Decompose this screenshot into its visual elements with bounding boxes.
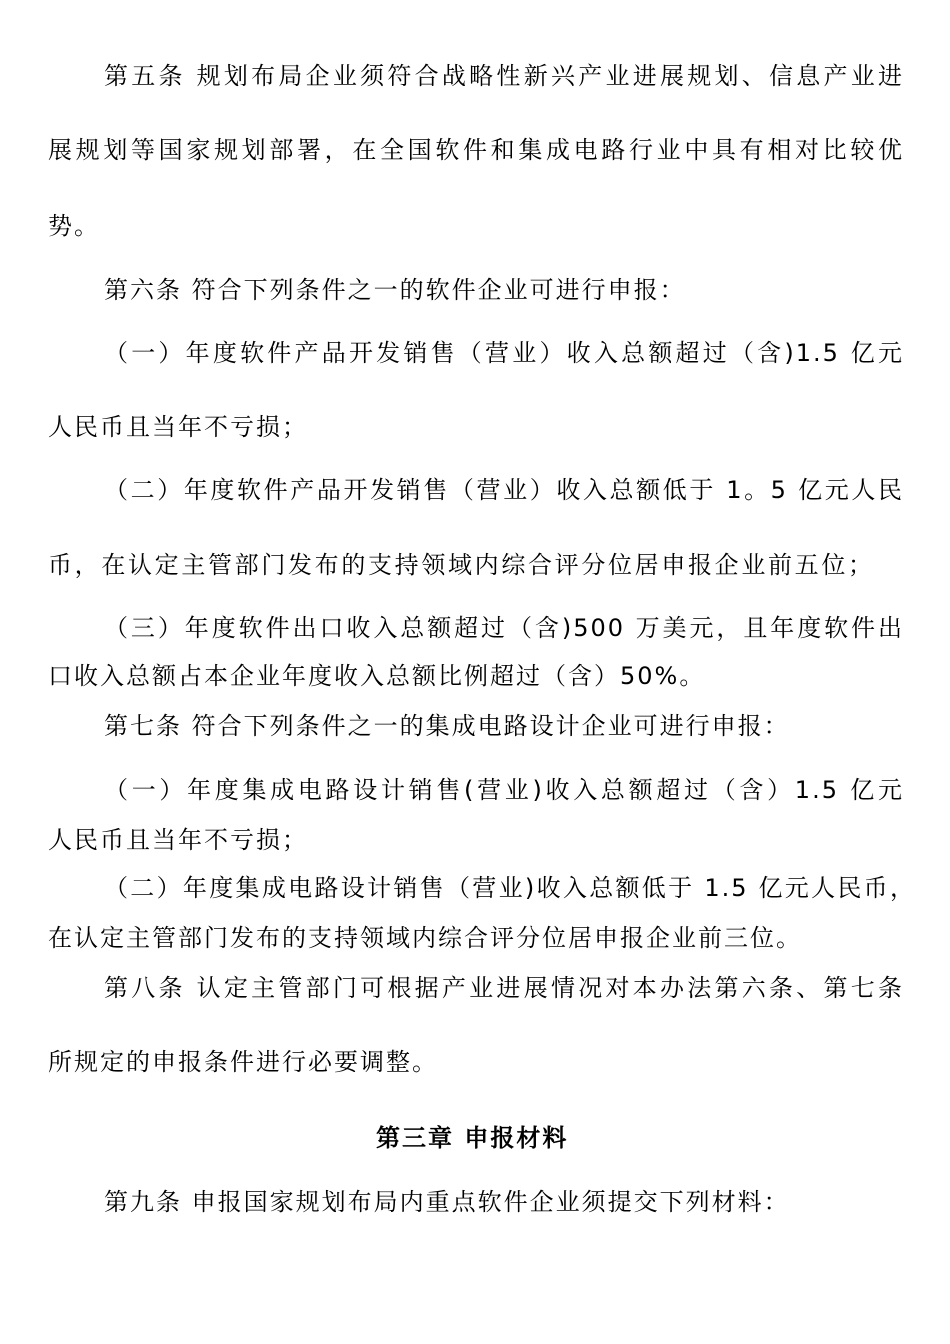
paragraph-line: （一）年度集成电路设计销售(营业)收入总额超过（含）1.5 亿元 <box>104 776 904 804</box>
paragraph-line: 所规定的申报条件进行必要调整。 <box>48 1048 438 1076</box>
paragraph-line: 币，在认定主管部门发布的支持领域内综合评分位居申报企业前五位； <box>48 551 874 579</box>
paragraph-line: 口收入总额占本企业年度收入总额比例超过（含）50%。 <box>48 662 706 690</box>
paragraph-line: （一）年度软件产品开发销售（营业）收入总额超过（含)1.5 亿元 <box>104 339 904 367</box>
paragraph-line: 第九条 申报国家规划布局内重点软件企业须提交下列材料： <box>104 1188 790 1216</box>
paragraph-line: 第八条 认定主管部门可根据产业进展情况对本办法第六条、第七条 <box>104 974 904 1002</box>
paragraph-line: 在认定主管部门发布的支持领域内综合评分位居申报企业前三位。 <box>48 924 802 952</box>
paragraph-line: （二）年度集成电路设计销售（营业)收入总额低于 1.5 亿元人民币， <box>104 874 916 902</box>
paragraph-line: 人民币且当年不亏损； <box>48 826 308 854</box>
chapter-heading: 第三章 申报材料 <box>376 1124 569 1152</box>
paragraph-line: （二）年度软件产品开发销售（营业）收入总额低于 1。5 亿元人民 <box>104 476 904 504</box>
paragraph-line: （三）年度软件出口收入总额超过（含)500 万美元，且年度软件出 <box>104 614 904 642</box>
paragraph-line: 第五条 规划布局企业须符合战略性新兴产业进展规划、信息产业进 <box>104 62 904 90</box>
paragraph-line: 第七条 符合下列条件之一的集成电路设计企业可进行申报： <box>104 712 790 740</box>
paragraph-line: 第六条 符合下列条件之一的软件企业可进行申报： <box>104 276 686 304</box>
paragraph-line: 人民币且当年不亏损； <box>48 413 308 441</box>
paragraph-line: 势。 <box>48 212 100 240</box>
paragraph-line: 展规划等国家规划部署，在全国软件和集成电路行业中具有相对比较优 <box>48 136 904 164</box>
